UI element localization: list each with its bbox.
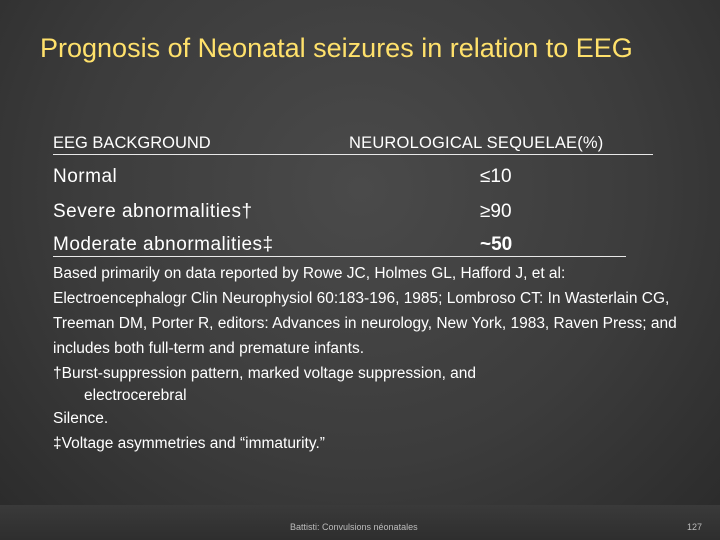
table-row-value: ≥90 bbox=[480, 201, 512, 222]
slide-title: Prognosis of Neonatal seizures in relation to EEG bbox=[40, 33, 633, 63]
table-header-neurological-sequelae: NEUROLOGICAL SEQUELAE(%) bbox=[349, 134, 604, 152]
table-row-label: Severe abnormalities† bbox=[53, 201, 253, 222]
table-row-value: ~50 bbox=[480, 234, 513, 255]
table-row-label: Normal bbox=[53, 166, 118, 187]
footnote-silence: Silence. bbox=[53, 410, 109, 427]
footnote-double-dagger: ‡Voltage asymmetries and “immaturity.” bbox=[53, 435, 325, 452]
footnote-dagger: †Burst-suppression pattern, marked voltage suppression, and bbox=[53, 365, 477, 382]
slide-footer: Battisti: Convulsions néonatales bbox=[290, 522, 418, 532]
table-row-label: Moderate abnormalities‡ bbox=[53, 234, 274, 255]
table-bottom-rule bbox=[53, 256, 626, 257]
footnote-dagger-continued: electrocerebral bbox=[84, 387, 187, 404]
header-rule bbox=[53, 154, 653, 155]
footnotes bbox=[53, 261, 683, 456]
table-row-value: ≤10 bbox=[480, 166, 512, 187]
page-number: 127 bbox=[686, 522, 702, 532]
table-header-eeg-background: EEG BACKGROUND bbox=[53, 134, 211, 152]
source-note: Based primarily on data reported by Rowe JC, Holmes GL, Hafford J, et al: Electroencephalogr Clin Neurophysiol 60:183-196, 1985; Lombroso CT: In Wasterlain CG, Treeman DM, Porter R, editors: Advances in neurology, New York, 1983, Raven Press; and includes both full-term and premature infants. bbox=[53, 265, 677, 357]
